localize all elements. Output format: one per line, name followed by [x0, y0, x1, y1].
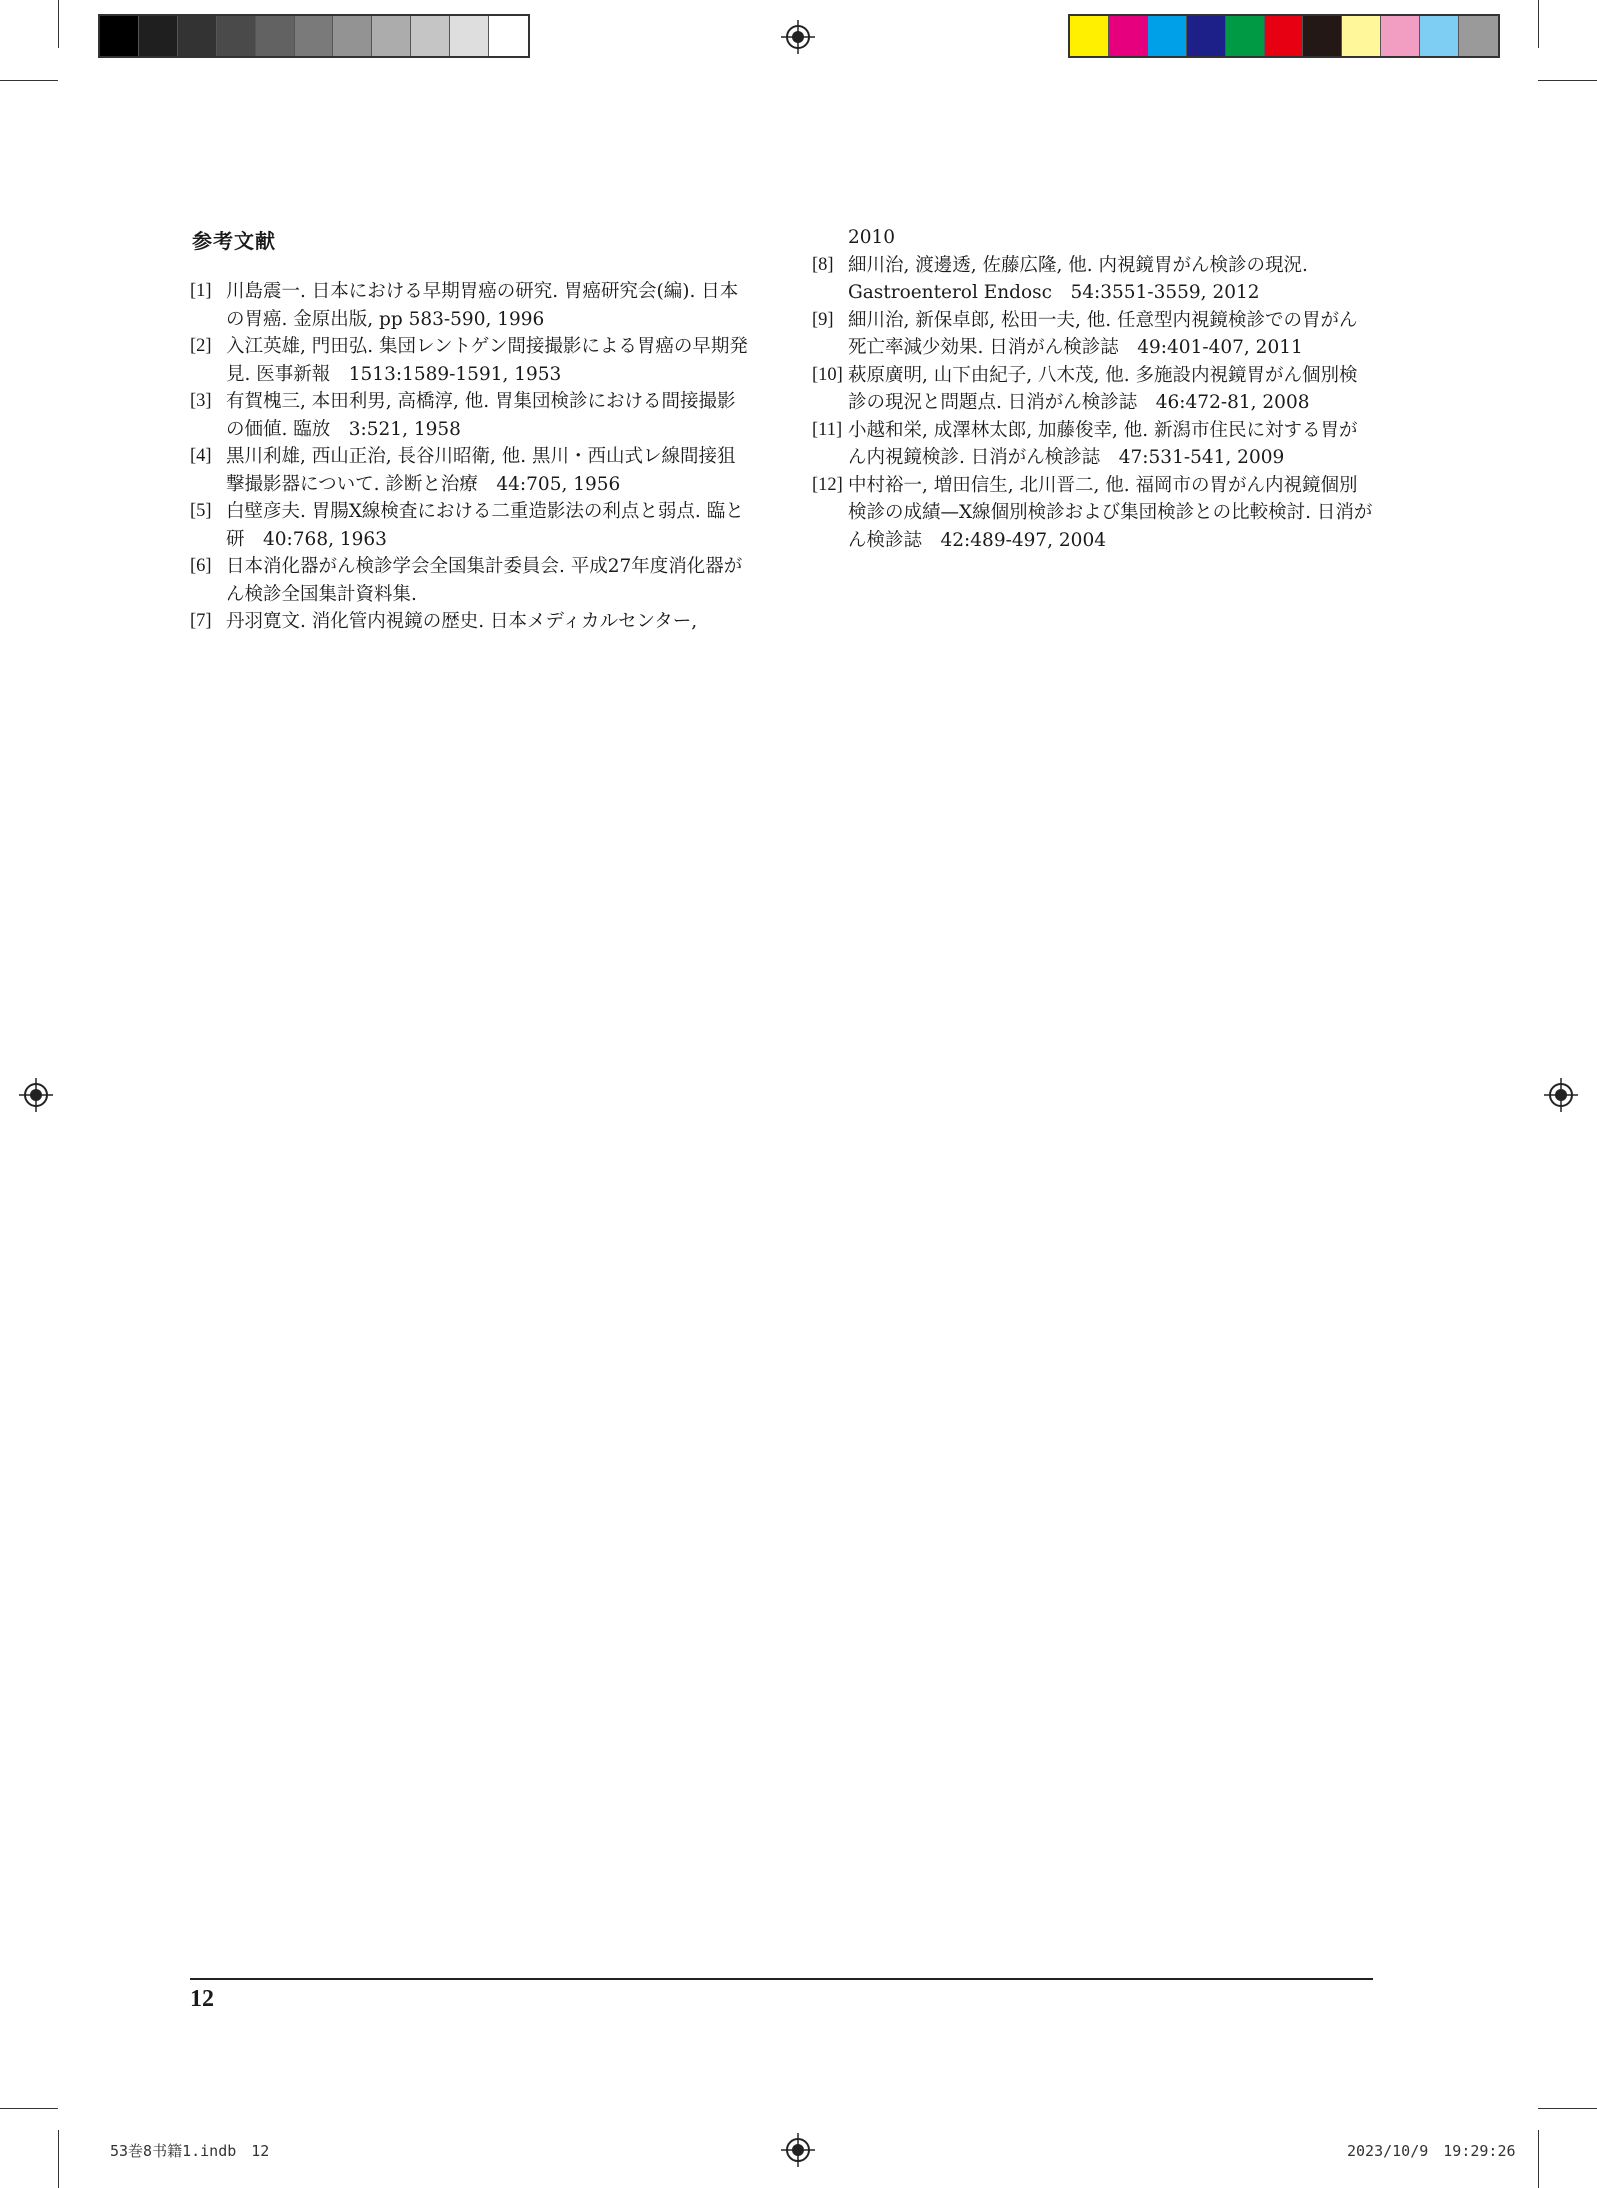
print-timestamp: 2023/10/9 19:29:26: [1347, 2142, 1516, 2160]
reference-text: 白壁彦夫. 胃腸X線検査における二重造影法の利点と弱点. 臨と研 40:768, 1963: [226, 501, 744, 550]
references-right-column: [812, 224, 1375, 554]
crop-mark: [1538, 80, 1597, 81]
color-swatch: [333, 16, 372, 56]
reference-text: 入江英雄, 門田弘. 集団レントゲン間接撮影による胃癌の早期発見. 医事新報 1513:1589-1591, 1953: [226, 336, 748, 385]
reference-number: [12]: [812, 474, 843, 495]
reference-number: [7]: [190, 611, 212, 631]
color-swatch: [256, 16, 295, 56]
color-swatch: [1265, 16, 1304, 56]
color-swatch: [1148, 16, 1187, 56]
color-swatch: [1459, 16, 1498, 56]
color-swatch: [217, 16, 256, 56]
registration-mark-icon: [781, 20, 815, 54]
reference-number: [3]: [190, 391, 212, 411]
reference-item: [190, 443, 752, 498]
reference-item: [190, 608, 752, 636]
reference-number: [5]: [190, 501, 212, 521]
reference-item: [190, 553, 752, 608]
color-swatch: [372, 16, 411, 56]
color-swatch: [489, 16, 528, 56]
footer-rule: [190, 1978, 1373, 1980]
crop-mark: [0, 80, 58, 81]
reference-item: [190, 388, 752, 443]
reference-item: [812, 252, 1375, 307]
reference-number: [8]: [812, 254, 834, 275]
reference-item: [190, 333, 752, 388]
reference-item: [190, 278, 752, 333]
reference-item: [812, 472, 1375, 555]
reference-number: [11]: [812, 419, 843, 440]
color-swatch: [1187, 16, 1226, 56]
reference-number: [6]: [190, 556, 212, 576]
color-swatch: [1381, 16, 1420, 56]
color-swatch: [450, 16, 489, 56]
reference-continuation: 2010: [848, 227, 896, 248]
color-swatch: [1109, 16, 1148, 56]
color-swatch: [1342, 16, 1381, 56]
registration-mark-icon: [781, 2133, 815, 2167]
reference-number: [1]: [190, 281, 212, 301]
color-swatch: [411, 16, 450, 56]
reference-item: [812, 307, 1375, 362]
color-swatch: [1226, 16, 1265, 56]
color-swatch: [1303, 16, 1342, 56]
crop-mark: [1538, 2108, 1597, 2109]
reference-item: [190, 498, 752, 553]
registration-mark-icon: [19, 1078, 53, 1112]
reference-text: 丹羽寛文. 消化管内視鏡の歴史. 日本メディカルセンター,: [226, 611, 698, 632]
crop-mark: [58, 2130, 59, 2188]
grayscale-color-bar: [98, 14, 530, 58]
reference-number: [10]: [812, 364, 843, 385]
reference-text: 川島震一. 日本における早期胃癌の研究. 胃癌研究会(編). 日本の胃癌. 金原出版, pp 583-590, 1996: [226, 281, 739, 330]
reference-text: 黒川利雄, 西山正治, 長谷川昭衛, 他. 黒川・西山式レ線間接狙撃撮影器について. 診断と治療 44:705, 1956: [226, 446, 736, 495]
reference-item: [812, 362, 1375, 417]
color-swatch: [100, 16, 139, 56]
crop-mark: [0, 2108, 58, 2109]
crop-mark: [58, 0, 59, 48]
reference-text: 中村裕一, 増田信生, 北川晋二, 他. 福岡市の胃がん内視鏡個別検診の成績—X線個別検診および集団検診との比較検討. 日消がん検診誌 42:489-497, 2004: [848, 474, 1373, 551]
reference-number: [4]: [190, 446, 212, 466]
color-swatch: [139, 16, 178, 56]
crop-mark: [1538, 0, 1539, 48]
reference-text: 日本消化器がん検診学会全国集計委員会. 平成27年度消化器がん検診全国集計資料集.: [226, 556, 743, 605]
reference-text: 細川治, 新保卓郎, 松田一夫, 他. 任意型内視鏡検診での胃がん死亡率減少効果. 日消がん検診誌 49:401-407, 2011: [848, 309, 1358, 358]
color-swatch: [178, 16, 217, 56]
references-left-column: [190, 278, 752, 636]
print-file-info: 53巻8书籍1.indb 12: [110, 2142, 270, 2160]
reference-number: [2]: [190, 336, 212, 356]
reference-text: 有賀槐三, 本田利男, 高橋淳, 他. 胃集団検診における間接撮影の価値. 臨放 3:521, 1958: [226, 391, 736, 440]
registration-mark-icon: [1544, 1078, 1578, 1112]
references-heading: 参考文献: [192, 229, 276, 253]
reference-number: [9]: [812, 309, 834, 330]
reference-text: 萩原廣明, 山下由紀子, 八木茂, 他. 多施設内視鏡胃がん個別検診の現況と問題点. 日消がん検診誌 46:472-81, 2008: [848, 364, 1358, 413]
color-swatch: [1420, 16, 1459, 56]
reference-item: [812, 417, 1375, 472]
color-swatch: [295, 16, 334, 56]
crop-mark: [1538, 2130, 1539, 2188]
page-number: 12: [190, 1986, 214, 2012]
reference-text: 小越和栄, 成澤林太郎, 加藤俊幸, 他. 新潟市住民に対する胃がん内視鏡検診. 日消がん検診誌 47:531-541, 2009: [848, 419, 1358, 468]
process-color-bar: [1068, 14, 1500, 58]
reference-text: 細川治, 渡邊透, 佐藤広隆, 他. 内視鏡胃がん検診の現況. Gastroenterol Endosc 54:3551-3559, 2012: [848, 254, 1314, 303]
color-swatch: [1070, 16, 1109, 56]
